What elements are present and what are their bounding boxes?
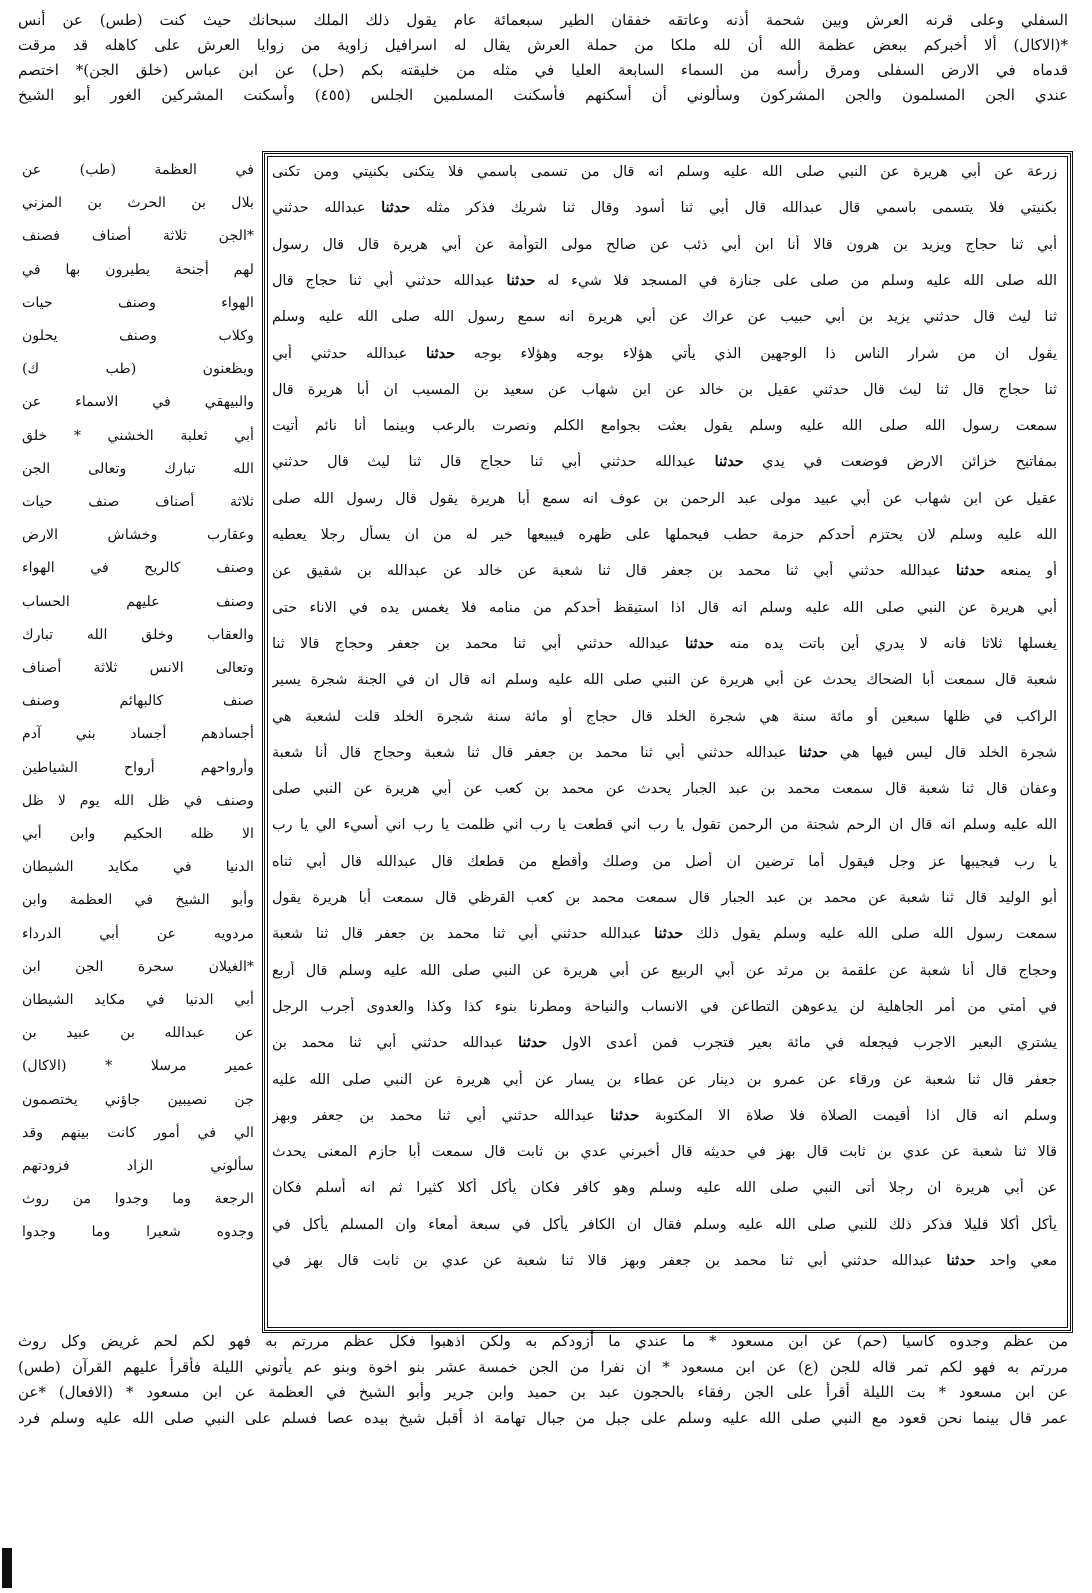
main-text-line: ثنا حجاج قال ثنا ليث قال حدثني عقيل بن خالد عن ابن شهاب عن سعيد بن المسيب ان أبا هريرة قال [272, 381, 1057, 398]
haddathana-marker: حدثنا [425, 345, 455, 362]
main-text-line: يا رب فيجيبها عز وجل فيقول أما ترضين ان أصل من وصلك وأقطع من قطعك قال عبدالله قال أبي ثناه [272, 853, 1057, 870]
main-text-line: جعفر قال ثنا شعبة عن ورقاء عن عمرو بن دينار عن عطاء بن يسار عن أبي هريرة عن النبي صلى الله عليه [272, 1071, 1057, 1088]
haddathana-marker: حدثنا [714, 454, 744, 471]
haddathana-marker: حدثنا [946, 1253, 976, 1269]
bottom-text-line: عمر قال بينما نحن قعود مع النبي صلى الله عليه وسلم على جبل من جبال تهامة اذ أقبل شيخ بيده عصا فسلم على النبي صلى الله عليه وسلم فرد [18, 1408, 1068, 1427]
haddathana-marker: حدثنا [381, 200, 411, 217]
bottom-text-line: عن ابن مسعود * بت الليلة أقرأ على الجن رفقاء بالحجون عبد بن حميد وابن جرير وأبو الشيخ في العظمة عن ابن مسعود * (الافعال) *عن [18, 1383, 1068, 1401]
main-text-line: سمعت رسول الله صلى الله عليه وسلم يقول ذلك حدثنا عبدالله حدثني أبي ثنا محمد بن جعفر قال ثنا شعبة [272, 926, 1057, 943]
main-text-line: الله عليه وسلم لان يحتزم أحدكم حزمة حطب فيحملها على ظهره فيبيعها خير له من ان يسأل رجلا يعطيه [272, 527, 1057, 543]
main-text-line: الله صلى الله عليه وسلم من صلى على جنازة في المسجد فلا شيء له حدثنا عبدالله حدثني أبي ثنا حجاج قال [272, 272, 1057, 289]
top-text-line: *(الاكال) ألا أخبركم ببعض عظمة الله أن لله ملكا من حملة العرش يقال له اسرافيل زاوية من زوايا العرش على كاهله قد مرقت [18, 36, 1068, 54]
side-text-line: أبي الدنيا في مكايد الشيطان [22, 992, 254, 1008]
main-text-line: يشتري البعير الاجرب فيجعله في مائة بعير فتجرب فمن أعدى الاول حدثنا عبدالله حدثني أبي ثنا محمد بن [272, 1035, 1057, 1052]
main-text-line: شجرة الخلد قال ليس فيها هي حدثنا عبدالله حدثني أبي ثنا محمد بن جعفر قال ثنا شعبة وحجاج قال أنا شعبة [272, 744, 1057, 761]
top-text-line: عندي الجن المسلمون والجن المشركون وسألوني أن أسكنهم فأسكنت المسلمين الجلس (٤٥٥) وأسكنت المشركين الغور أبو الشيخ [18, 86, 1068, 104]
haddathana-marker: حدثنا [518, 1035, 548, 1052]
main-text-line: أبي هريرة عن النبي صلى الله عليه وسلم انه قال اذا استيقظ أحدكم من منامه فلا يغمس يده في الاناء حتى [272, 599, 1057, 616]
main-text-line: بمفاتيح خزائن الارض فوضعت في يدي حدثنا عبدالله حدثني أبي ثنا حجاج قال ثنا ليث قال حدثني [272, 454, 1057, 471]
side-text-line: مردويه عن أبي الدرداء [22, 925, 254, 942]
top-text-line: قدماه في الارض السفلى ومرق رأسه من السماء السابعة العليا في مثله من خليقته بكم (حل) عن ابن عباس (خلق الجن)* اختصم [18, 61, 1068, 79]
side-text-line: ويظعنون (طب ك) [22, 361, 254, 378]
main-text-line: أبي ثنا حجاج ويزيد بن هرون قالا أنا ابن أبي ذئب عن صالح مولى التوأمة عن أبي هريرة قال قال رسول [272, 236, 1057, 253]
side-text-line: وأرواحهم أرواح الشياطين [22, 759, 254, 776]
main-text-line: يقول ان من شرار الناس ذا الوجهين الذي يأتي هؤلاء بوجه وهؤلاء بوجه حدثنا عبدالله حدثني أبي [272, 345, 1057, 362]
main-text-line: وسلم انه قال اذا أقيمت الصلاة فلا صلاة الا المكتوبة حدثنا عبدالله حدثني أبي ثنا محمد بن جعفر وبهز [272, 1107, 1057, 1124]
page-edge-mark [2, 1548, 12, 1588]
main-text-line: ثنا ليث قال حدثني يزيد بن أبي حبيب عن عراك عن أبي هريرة انه سمع رسول الله صلى الله عليه وسلم [272, 309, 1057, 326]
main-text-line: عن أبي هريرة ان رجلا أتى النبي صلى الله عليه وسلم وهو كافر فكان يأكل أكلا كثيرا ثم انه أسلم فكان [272, 1180, 1057, 1197]
side-text-line: وصنف عليهم الحساب [22, 593, 254, 610]
main-text-line: سمعت رسول الله صلى الله عليه وسلم يقول بعثت بجوامع الكلم ونصرت بالرعب وبينما أنا نائم أتيت [272, 418, 1057, 435]
side-text-line: عن عبدالله بن عبيد بن [22, 1025, 254, 1042]
side-text-line: الي في أمور كانت بينهم وقد [22, 1124, 254, 1141]
side-text-line: الرجعة وما وجدوا من روث [22, 1191, 254, 1208]
top-text-line: السفلي وعلى قرنه العرش وبين شحمة أذنه وعاتقه خفقان الطير سبعمائة عام يقول ذلك الملك سبحانك حيث كنت (طس) عن أنس [18, 11, 1068, 29]
side-text-line: *الغيلان سحرة الجن ابن [22, 958, 254, 975]
side-text-line: ثلاثة أصناف صنف حيات [22, 494, 254, 510]
side-text-line: والبيهقي في الاسماء عن [22, 394, 254, 411]
main-text-line: الله عليه وسلم انه قال ان الرحم شجنة من الرحمن تقول يا رب اني قطعت يا رب اني ظلمت يا رب اني أسيء الي يا رب [272, 817, 1057, 834]
side-text-line: صنف كالبهائم وصنف [22, 693, 254, 710]
haddathana-marker: حدثنا [798, 744, 828, 761]
bottom-text-line: مررتم به فهو لكم تمر قاله للجن (ع) عن ابن مسعود * ان نفرا من الجن خمسة عشر بنو اخوة وبنو عم يأتوني الليلة فأقرأ عليهم القرآن (طس) [18, 1357, 1068, 1376]
main-text-line: وحجاج قال أنا شعبة عن علقمة بن مرثد عن أبي الربيع عن أبي هريرة عن النبي صلى الله عليه وسلم قال أربع [272, 962, 1057, 979]
side-text-line: لهم أجنحة يطيرون بها في [22, 261, 254, 278]
haddathana-marker: حدثنا [684, 635, 714, 652]
side-text-line: وصنف كالريح في الهواء [22, 560, 254, 577]
side-text-line: جن نصيبين جاؤني يختصمون [22, 1091, 254, 1108]
main-text-line: أبو الوليد قال ثنا شعبة عن محمد بن عبد الجبار قال سمعت محمد بن كعب القرظي قال سمعت أبا هريرة يقول [272, 890, 1057, 906]
main-text-line: عقيل عن ابن شهاب عن أبي عبيد مولى عبد الرحمن بن عوف انه سمع أبا هريرة يقول قال رسول الله صلى [272, 490, 1057, 507]
main-text-line: وعفان قال ثنا شعبة قال سمعت محمد بن عبد الجبار يحدث عن محمد بن كعب عن أبي هريرة عن النبي صلى [272, 781, 1057, 798]
side-text-line: وعقارب وخشاش الارض [22, 527, 254, 544]
side-text-line: وتعالى الانس ثلاثة أصناف [22, 660, 254, 676]
side-text-line: أبي ثعلبة الخشني * خلق [22, 427, 254, 444]
side-text-line: وكلاب وصنف يحلون [22, 328, 254, 344]
side-text-line: الا ظله الحكيم وابن أبي [22, 826, 254, 842]
side-text-line: والعقاب وخلق الله تبارك [22, 626, 254, 643]
side-text-line: الدنيا في مكايد الشيطان [22, 859, 254, 876]
haddathana-marker: حدثنا [654, 926, 684, 943]
main-text-line: أو يمنعه حدثنا عبدالله حدثني أبي ثنا محمد بن جعفر قال ثنا شعبة عن خالد عن عبدالله بن شقيق عن [272, 563, 1057, 580]
haddathana-marker: حدثنا [506, 272, 536, 289]
main-text-line: معي واحد حدثنا عبدالله حدثني أبي ثنا محمد بن جعفر وبهز قالا ثنا شعبة عن عدي بن ثابت قال بهز في [272, 1253, 1057, 1269]
haddathana-marker: حدثنا [610, 1107, 640, 1124]
side-text-line: أجسادهم أجساد بني آدم [22, 726, 254, 743]
main-text-line: في أمتي من أمر الجاهلية لن يدعوهن التطاعن في الانساب والنياحة ومطرنا بنوء كذا وكذا والعدوى أجرب الرجل [272, 998, 1057, 1015]
haddathana-marker: حدثنا [955, 563, 985, 580]
side-text-line: *الجن ثلاثة أصناف فصنف [22, 228, 254, 245]
main-text-line: قالا ثنا شعبة عن عدي بن ثابت قال بهز في حديثه قال أخبرني عدي بن ثابت قال سمعت أبا حازم المعنى يحدث [272, 1144, 1057, 1161]
side-text-line: سألوني الزاد فزودتهم [22, 1158, 254, 1174]
side-text-line: عمير مرسلا * (الاكال) [22, 1058, 254, 1075]
side-text-line: وجدوه شعيرا وما وجدوا [22, 1224, 254, 1241]
main-text-line: زرعة عن أبي هريرة عن النبي صلى الله عليه وسلم انه قال من تسمى باسمي فلا يتكنى بكنيتي ومن تكنى [272, 164, 1057, 180]
bottom-text-line: من عظم وجدوه كاسيا (حم) عن ابن مسعود * ما عندي ما أزودكم به ولكن اذهبوا فكل عظم مررتم به فهو لكم لحم غريض وكل روث [18, 1332, 1068, 1350]
main-text-line: يغسلها ثلاثا فانه لا يدري أين باتت يده منه حدثنا عبدالله حدثني أبي ثنا محمد بن جعفر وحجاج قالا ثنا [272, 635, 1057, 652]
side-text-line: الله تبارك وتعالى الجن [22, 460, 254, 477]
main-text-line: الراكب في ظلها سبعين أو مائة سنة هي شجرة الخلد قال حجاج أو مائة سنة شجرة الخلد قلت لشعبة هي [272, 708, 1057, 725]
side-text-line: في العظمة (طب) عن [22, 162, 254, 178]
side-text-line: وأبو الشيخ في العظمة وابن [22, 892, 254, 909]
main-text-line: بكنيتي فلا يتسمى باسمي قال عبدالله قال أبي ثنا أسود وقال ثنا شريك فذكر مثله حدثنا عبدالله حدثني [272, 200, 1057, 217]
side-text-line: وصنف في ظل الله يوم لا ظل [22, 792, 254, 809]
main-text-line: شعبة قال سمعت أبا الضحاك يحدث عن أبي هريرة عن النبي صلى الله عليه وسلم انه قال ان في الجنة شجرة يسير [272, 672, 1057, 689]
side-text-line: الهواء وصنف حيات [22, 294, 254, 311]
side-text-line: بلال بن الحرث بن المزني [22, 195, 254, 212]
main-text-line: يأكل أكلا قليلا فذكر ذلك للنبي صلى الله عليه وسلم فقال ان الكافر يأكل في سبعة أمعاء وان المسلم يأكل في [272, 1216, 1057, 1233]
